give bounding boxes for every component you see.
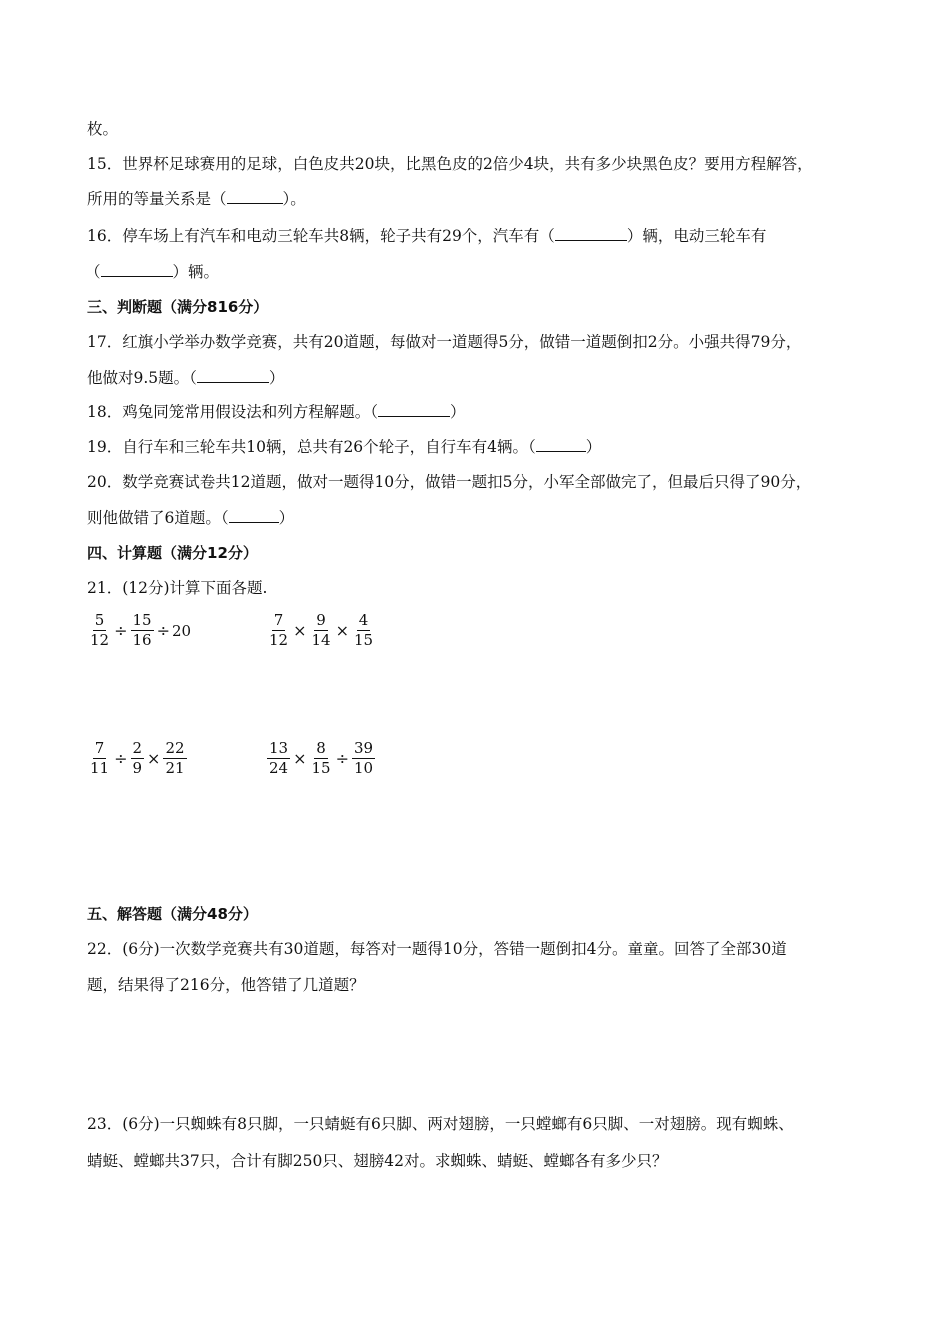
section-3-heading: 三、判断题（满分816分） <box>87 298 269 316</box>
question-20-line-2 <box>87 508 294 528</box>
section-5-heading: 五、解答题（满分48分） <box>87 905 258 923</box>
section-4-heading: 四、计算题（满分12分） <box>87 544 258 562</box>
numerator: 15 <box>132 611 152 629</box>
expression-2 <box>266 612 376 649</box>
fraction <box>310 740 333 777</box>
numerator: 39 <box>354 739 374 757</box>
fraction <box>352 612 375 649</box>
fraction <box>163 740 186 777</box>
numerator: 2 <box>132 739 143 757</box>
numerator: 8 <box>316 739 326 757</box>
question-15-line-2 <box>87 189 306 209</box>
question-16-line-1 <box>87 226 766 246</box>
question-17-text: 他做对9.5题。（ <box>87 369 197 387</box>
denominator: 12 <box>90 631 110 649</box>
expression-1 <box>87 612 191 649</box>
question-17-close: ） <box>268 369 285 387</box>
question-22-line-1: 22．(6分)一次数学竞赛共有30道题，每答对一题得10分，答错一题倒扣4分。童童。回答了全部30道 <box>87 940 787 958</box>
answer-blank[interactable] <box>536 437 586 452</box>
numerator: 7 <box>94 739 105 757</box>
denominator: 15 <box>311 759 331 777</box>
question-18-close: ） <box>449 403 466 421</box>
answer-blank[interactable] <box>227 189 283 204</box>
fraction <box>131 612 154 649</box>
question-18 <box>87 402 466 422</box>
multiply-operator: × <box>147 749 161 768</box>
denominator: 10 <box>354 759 374 777</box>
numerator: 13 <box>269 739 289 757</box>
denominator: 11 <box>90 759 110 777</box>
divide-operator: ÷ <box>335 749 349 768</box>
divide-operator: ÷ <box>156 621 170 640</box>
numerator: 9 <box>316 611 326 629</box>
question-16-text-end: ）辆。 <box>172 263 220 281</box>
question-21: 21．(12分)计算下面各题. <box>87 579 268 597</box>
answer-blank[interactable] <box>197 368 269 383</box>
answer-blank[interactable] <box>378 402 450 417</box>
numerator: 5 <box>94 611 105 629</box>
question-15-text: 所用的等量关系是（ <box>87 190 227 208</box>
expression-3 <box>87 740 188 777</box>
divide-operator: ÷ <box>114 621 128 640</box>
denominator: 24 <box>269 759 289 777</box>
fraction <box>88 612 111 649</box>
denominator: 21 <box>165 759 185 777</box>
multiply-operator: × <box>335 621 349 640</box>
question-17-line-1: 17．红旗小学举办数学竞赛，共有20道题，每做对一道题得5分，做错一道题倒扣2分。小强共得79分， <box>87 333 802 351</box>
fraction <box>131 740 145 777</box>
multiply-operator: × <box>293 621 307 640</box>
fraction <box>310 612 333 649</box>
question-19 <box>87 437 601 457</box>
answer-blank[interactable] <box>229 508 279 523</box>
question-19-close: ） <box>585 438 602 456</box>
question-20-line-1: 20．数学竞赛试卷共12道题，做对一题得10分，做错一题扣5分，小军全部做完了，但最后只得了90分， <box>87 473 812 491</box>
answer-blank[interactable] <box>555 226 627 241</box>
question-16-text-mid: ）辆，电动三轮车有 <box>626 227 767 245</box>
fraction <box>267 740 290 777</box>
question-20-text: 则他做错了6道题。（ <box>87 509 229 527</box>
answer-blank[interactable] <box>101 262 173 277</box>
numerator: 22 <box>165 739 185 757</box>
question-15-line-1: 15．世界杯足球赛用的足球，白色皮共20块，比黑色皮的2倍少4块，共有多少块黑色皮？要用方程解答， <box>87 155 813 173</box>
denominator: 12 <box>269 631 289 649</box>
question-23-line-2: 蜻蜓、螳螂共37只，合计有脚250只、翅膀42对。求蜘蛛、蜻蜓、螳螂各有多少只？ <box>87 1152 668 1170</box>
denominator: 14 <box>311 631 331 649</box>
multiply-operator: × <box>293 749 307 768</box>
integer-operand: 20 <box>172 621 192 640</box>
question-19-text: 19．自行车和三轮车共10辆，总共有26个轮子，自行车有4辆。（ <box>87 438 536 456</box>
question-18-text: 18．鸡兔同笼常用假设法和列方程解题。（ <box>87 403 378 421</box>
numerator: 4 <box>358 611 369 629</box>
question-16-open: （ <box>85 263 101 281</box>
expression-4 <box>266 740 376 777</box>
fraction <box>267 612 290 649</box>
denominator: 16 <box>132 631 152 649</box>
denominator: 9 <box>132 759 143 777</box>
question-22-line-2: 题，结果得了216分，他答错了几道题？ <box>87 976 365 994</box>
question-20-close: ） <box>278 509 295 527</box>
question-15-text-end: ）。 <box>282 190 306 208</box>
numerator: 7 <box>273 611 284 629</box>
divide-operator: ÷ <box>114 749 128 768</box>
fraction <box>352 740 375 777</box>
line-fragment: 枚。 <box>87 120 119 138</box>
question-16-text: 16．停车场上有汽车和电动三轮车共8辆，轮子共有29个，汽车有（ <box>87 227 555 245</box>
question-16-line-2 <box>85 262 219 282</box>
fraction <box>88 740 111 777</box>
question-17-line-2 <box>87 368 284 388</box>
denominator: 15 <box>354 631 374 649</box>
question-23-line-1: 23．(6分)一只蜘蛛有8只脚，一只蜻蜓有6只脚、两对翅膀，一只螳螂有6只脚、一对翅膀。现有蜘蛛、 <box>87 1115 794 1133</box>
